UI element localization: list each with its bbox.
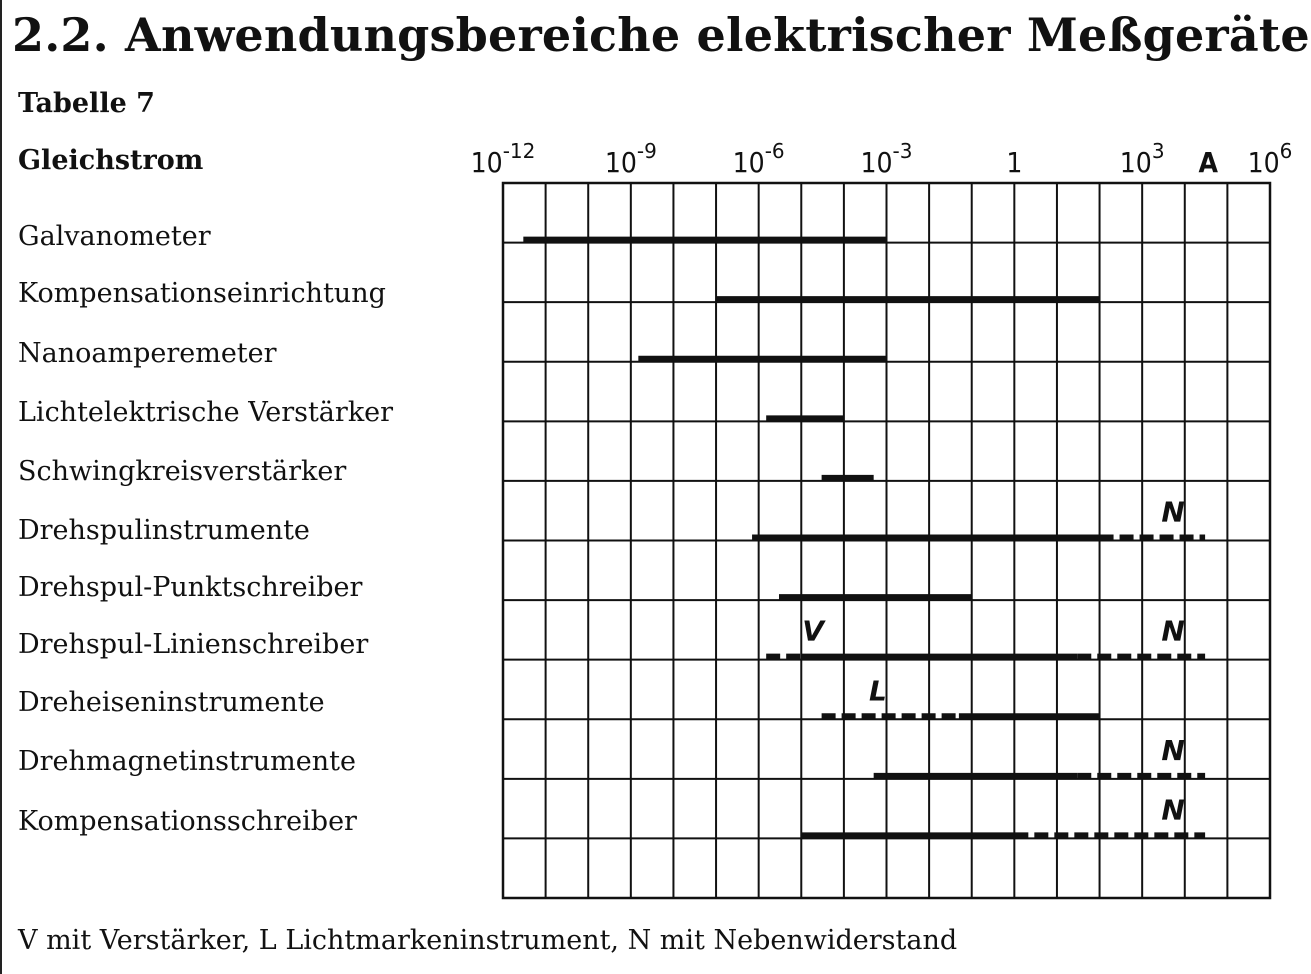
table-label: Tabelle 7 <box>18 88 155 119</box>
page-heading: 2.2. Anwendungsbereiche elektrischer Meßgeräte <box>12 8 1310 62</box>
row-label-dreheiseninstrumente: Dreheiseninstrumente <box>18 687 325 718</box>
range-mark-n: N <box>1161 495 1185 529</box>
row-label-drehspulinstrumente: Drehspulinstrumente <box>18 515 310 546</box>
row-label-schwingkreisverstaerker: Schwingkreisverstärker <box>18 456 347 487</box>
row-label-galvanometer: Galvanometer <box>18 221 211 252</box>
row-label-kompensationseinrichtung: Kompensationseinrichtung <box>18 278 386 309</box>
range-mark-n: N <box>1161 793 1185 827</box>
x-tick-label: $10^{-9}$ <box>604 139 657 179</box>
row-label-drehspul-punktschreiber: Drehspul-Punktschreiber <box>18 572 363 603</box>
x-tick-label: $10^6$ <box>1247 139 1293 179</box>
row-label-lichtelektrische-verstaerker: Lichtelektrische Verstärker <box>18 397 394 428</box>
range-mark-l: L <box>869 674 887 708</box>
current-type-label: Gleichstrom <box>18 145 204 176</box>
x-tick-label: 1 <box>1006 146 1023 179</box>
row-label-drehmagnetinstrumente: Drehmagnetinstrumente <box>18 746 356 777</box>
range-mark-v: V <box>802 614 824 648</box>
row-label-nanoamperemeter: Nanoamperemeter <box>18 338 277 369</box>
row-label-kompensationsschreiber: Kompensationsschreiber <box>18 806 357 837</box>
range-mark-n: N <box>1161 614 1185 648</box>
x-unit-label: A <box>1198 146 1218 179</box>
legend-note: V mit Verstärker, L Lichtmarkeninstrument, N mit Nebenwiderstand <box>18 925 958 956</box>
x-tick-label: $10^{-12}$ <box>470 139 536 179</box>
range-mark-n: N <box>1161 733 1185 767</box>
row-label-drehspul-linienschreiber: Drehspul-Linienschreiber <box>18 629 369 660</box>
x-tick-label: $10^3$ <box>1119 139 1165 179</box>
x-tick-label: $10^{-3}$ <box>860 139 913 179</box>
x-tick-label: $10^{-6}$ <box>732 139 785 179</box>
